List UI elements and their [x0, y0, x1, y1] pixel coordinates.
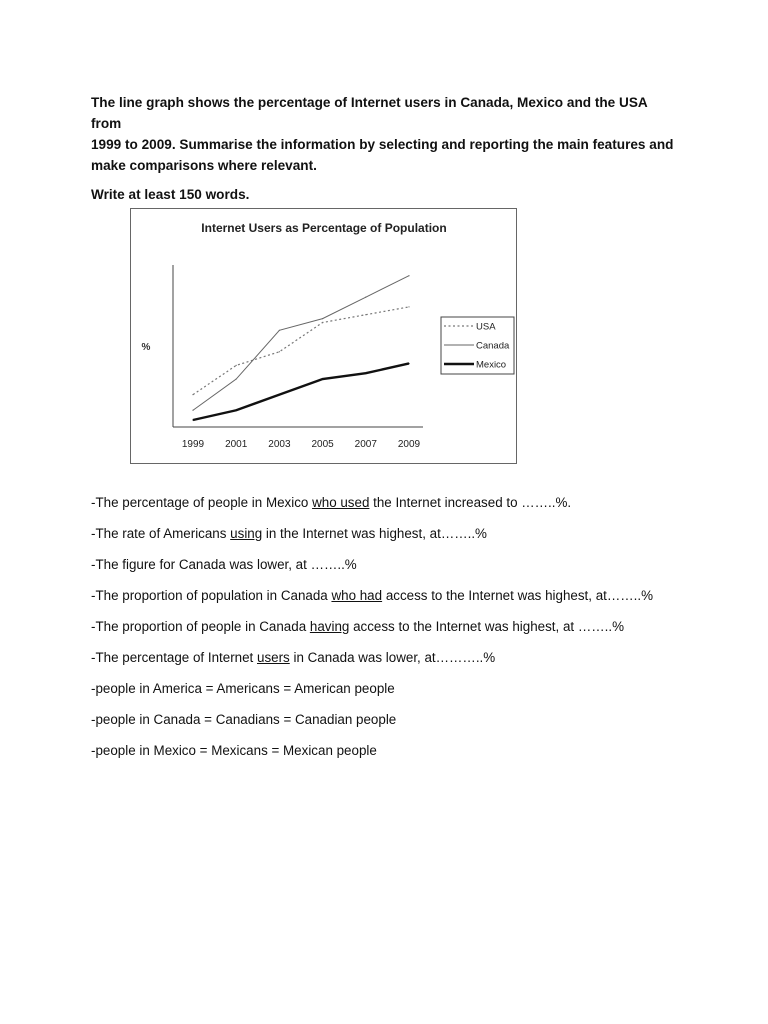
- data-point-canada-2003: [279, 330, 280, 331]
- legend-label-canada: Canada: [476, 340, 510, 352]
- sentence-line: [91, 556, 711, 587]
- underlined-phrase: using: [230, 526, 263, 541]
- x-tick-label-2001: 2001: [225, 439, 248, 450]
- x-tick-label-2007: 2007: [354, 439, 377, 450]
- data-point-usa-2007: [365, 314, 366, 315]
- data-point-mexico-2007: [365, 373, 366, 374]
- legend-label-usa: USA: [476, 321, 496, 333]
- sentence-line: [91, 742, 711, 773]
- data-point-canada-2001: [236, 378, 237, 379]
- prompt-line-2: 1999 to 2009. Summarise the information by selecting and reporting the main features and: [91, 137, 674, 152]
- data-point-mexico-1999: [192, 419, 193, 420]
- task-prompt: [91, 92, 681, 205]
- chart-title: Internet Users as Percentage of Population: [201, 221, 447, 235]
- sentence-text: -The percentage of people in Mexico: [91, 495, 313, 510]
- sentence-line: [91, 587, 711, 618]
- data-point-usa-1999: [192, 394, 193, 395]
- data-point-usa-2005: [322, 322, 323, 323]
- sentence-text-end: in the Internet was highest, at……..%: [262, 526, 487, 541]
- sentence-text-end: the Internet increased to ……..%.: [369, 495, 572, 510]
- line-chart: [130, 208, 517, 464]
- x-tick-label-2009: 2009: [397, 439, 421, 450]
- data-point-mexico-2003: [279, 394, 280, 395]
- x-tick-label-2003: 2003: [268, 439, 291, 450]
- sentence-line: [91, 649, 711, 680]
- legend-label-mexico: Mexico: [476, 359, 507, 371]
- sentence-line: [91, 711, 711, 742]
- sentence-line: [91, 525, 711, 556]
- underlined-phrase: having: [309, 619, 350, 634]
- sentence-text: -The rate of Americans: [91, 526, 231, 541]
- data-point-canada-1999: [192, 410, 193, 411]
- chart-svg: [131, 209, 516, 463]
- sentence-text-end: access to the Internet was highest, at ……..%: [349, 619, 624, 634]
- sentence-line: [91, 618, 711, 649]
- series-line-mexico: [193, 363, 409, 420]
- data-point-mexico-2009: [408, 363, 409, 364]
- x-tick-labels: [182, 439, 421, 450]
- prompt-line-1: The line graph shows the percentage of Internet users in Canada, Mexico and the USA from: [91, 95, 648, 131]
- chart-legend: [441, 317, 514, 374]
- sentence-text: -The proportion of people in Canada: [91, 619, 310, 634]
- data-point-mexico-2001: [236, 410, 237, 411]
- data-point-canada-2005: [322, 318, 323, 319]
- sentence-text: -people in Canada = Canadians = Canadian people: [91, 712, 397, 727]
- underlined-phrase: who had: [331, 588, 383, 603]
- x-tick-label-1999: 1999: [181, 439, 205, 450]
- series-line-usa: [193, 307, 409, 395]
- underlined-phrase: users: [257, 650, 290, 665]
- word-count-instruction: Write at least 150 words.: [91, 187, 250, 202]
- sentence-text: -The percentage of Internet: [91, 650, 257, 665]
- sentence-text: -The figure for Canada was lower, at ……..%: [91, 557, 357, 572]
- sentence-text: -people in Mexico = Mexicans = Mexican people: [91, 743, 377, 758]
- sentence-text-end: in Canada was lower, at………..%: [289, 650, 496, 665]
- sentence-text: -people in America = Americans = American people: [91, 681, 395, 696]
- series-layer: [192, 275, 409, 421]
- sentence-line: [91, 494, 711, 525]
- practice-sentences: [91, 494, 711, 773]
- sentence-text: -The proportion of population in Canada: [91, 588, 332, 603]
- sentence-text-end: access to the Internet was highest, at……..%: [382, 588, 654, 603]
- data-point-usa-2003: [279, 351, 280, 352]
- y-axis-label: %: [141, 342, 151, 353]
- data-point-usa-2009: [408, 306, 409, 307]
- series-line-canada: [193, 276, 409, 411]
- data-point-mexico-2005: [322, 378, 323, 379]
- x-tick-label-2005: 2005: [311, 439, 334, 450]
- sentence-line: [91, 680, 711, 711]
- data-point-usa-2001: [236, 365, 237, 366]
- data-point-canada-2009: [408, 275, 409, 276]
- prompt-line-3: make comparisons where relevant.: [91, 158, 317, 173]
- underlined-phrase: who used: [312, 495, 370, 510]
- data-point-canada-2007: [365, 297, 366, 298]
